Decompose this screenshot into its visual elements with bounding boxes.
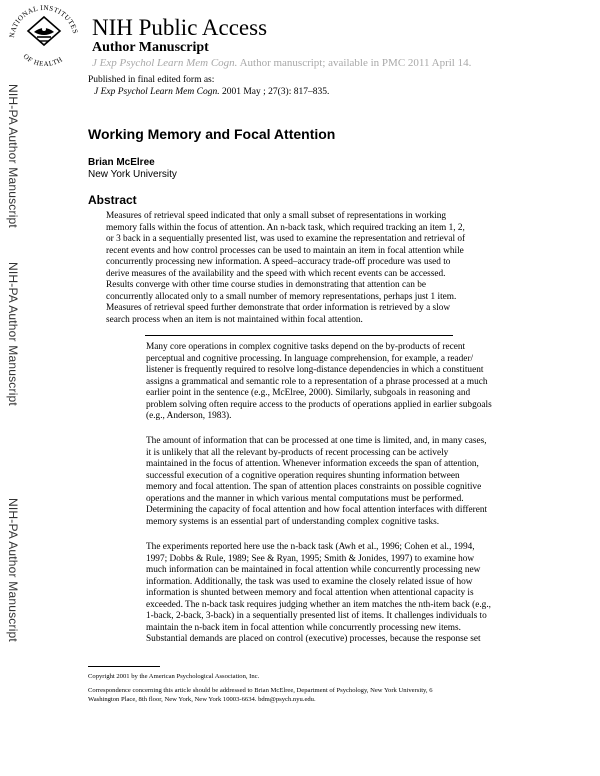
abstract-line: Measures of retrieval speed indicated that only a small subset of representations in working [106,211,447,221]
abstract-divider [145,335,453,336]
abstract-line: memory falls within the focus of attention. An n-back task, which required tracking an item 1, 2, [106,222,465,233]
body-line: maintained in the focus of attention. Whenever information exceeds the span of attention, [146,459,479,470]
body-line: successful execution of a cognitive operation requires shunting information between [146,470,460,481]
body-line: maintain the n-back item in focal attention while concurrently processing new items. [146,622,461,633]
body-line: memory and focal attention. The span of attention places constraints on possible cognitive [146,482,482,493]
body-line: perceptual and cognitive processing. In language comprehension, for example, a reader/ [146,353,474,364]
body-line: The amount of information that can be processed at one time is limited, and, in many cases, [146,436,487,446]
header-title: NIH Public Access [92,15,268,40]
citation-details: 2001 May ; 27(3): 817–835. [219,87,330,97]
sidebar-label-middle: NIH-PA Author Manuscript [6,262,20,406]
abstract-line: search process when an item is not maintained within focal attention. [106,314,363,325]
body-line: Many core operations in complex cognitive tasks depend on the by-products of recent [146,342,466,352]
svg-text:OF HEALTH [22,52,65,66]
body-line: information. Additionally, the task was used to examine the closely related issue of how [146,576,473,587]
body-line: (e.g., Anderson, 1983). [146,411,232,422]
body-line: assigns a grammatical and semantic role to a representation of a phrase processed at a much [146,376,488,387]
body-line: earlier point in the sentence (e.g., McElree, 2000). Similarly, subgoals in reasoning and [146,388,471,399]
footnote-divider [88,666,160,667]
article-affiliation: New York University [88,169,177,180]
header-journal-abbrev: J Exp Psychol Learn Mem Cogn. [92,57,238,69]
abstract-text [106,211,465,326]
article-title: Working Memory and Focal Attention [88,126,336,142]
copyright-note: Copyright 2001 by the American Psychological Association, Inc. [88,673,260,680]
abstract-line: concurrently processing new information. A speed–accuracy trade-off procedure was used to [106,257,451,268]
body-line: memory systems is an essential part of understanding complex cognitive tasks. [146,516,440,527]
body-line: information is shunted between memory and focal attention when attentional capacity is [146,588,474,599]
body-line: much information can be maintained in focal attention while concurrently processing new [146,565,481,576]
body-line: listener is frequently required to resolve long-distance dependencies in which a constituent [146,365,484,376]
abstract-line: or 3 back in a sequentially presented list, was used to examine the representation and retrieval of [106,234,466,245]
header-journal-note [92,57,471,70]
correspondence-line: Correspondence concerning this article should be addressed to Brian McElree, Department of Psychology, New York University, 6 [88,687,433,694]
header-availability: Author manuscript; available in PMC 2011 April 14. [237,57,472,69]
abstract-line: recent events and how control processes can be used to maintain an item in focal attention while [106,245,464,256]
body-line: it is unlikely that all the relevant by-products of recent processing can be actively [146,447,449,458]
body-line: 1-back, 2-back, 3-back) in a sequentially presented list of items. It challenges individuals to [146,611,487,622]
body-line: The experiments reported here use the n-back task (Awh et al., 1996; Cohen et al., 1994, [146,542,475,552]
header-subtitle: Author Manuscript [92,40,209,55]
article-author: Brian McElree [88,157,155,168]
body-paragraph-2 [146,436,487,528]
abstract-line: concurrently allocated only to a small number of memory representations, perhaps just 1 item. [106,291,457,302]
body-paragraph-3 [146,542,491,646]
abstract-line: Measures of retrieval speed further demonstrate that order information is retrieved by a slow [106,303,451,314]
correspondence-note [88,687,433,704]
sidebar-label-bottom: NIH-PA Author Manuscript [6,498,20,642]
body-line: operations and the manner in which various mental computations must be performed. [146,493,464,504]
body-line: exceeded. The n-back task requires judging whether an item matches the nth-item back (e.g., [146,599,491,610]
abstract-heading: Abstract [88,193,137,207]
sidebar-label-top: NIH-PA Author Manuscript [6,84,20,228]
citation-journal: J Exp Psychol Learn Mem Cogn. [94,87,220,97]
correspondence-line: Washington Place, 8th floor, New York, New York 10003-6634. bdm@psych.nyu.edu. [88,695,316,703]
publication-citation [94,86,329,98]
body-paragraph-1 [146,342,492,423]
body-line: 1997; Dobbs & Rule, 1989; See & Ryan, 1995; Smith & Jonides, 1997) to examine how [146,553,475,564]
body-line: problem solving often require access to the products of operations applied in earlier subgoals [146,399,492,410]
abstract-line: Results converge with other time course studies in demonstrating that attention can be [106,280,426,291]
published-note: Published in final edited form as: [88,75,215,85]
abstract-line: derive measures of the availability and the speed with which recent events can be accessed. [106,268,446,279]
body-line: Substantial demands are placed on control (executive) processes, because the response set [146,634,481,645]
body-line: Determining the capacity of focal attention and how focal attention interfaces with different [146,505,488,516]
seal-text-bottom: OF HEALTH [21,52,65,66]
nih-seal-logo [4,4,86,66]
seal-text-top: NATIONAL INSTITUTES [8,4,80,39]
